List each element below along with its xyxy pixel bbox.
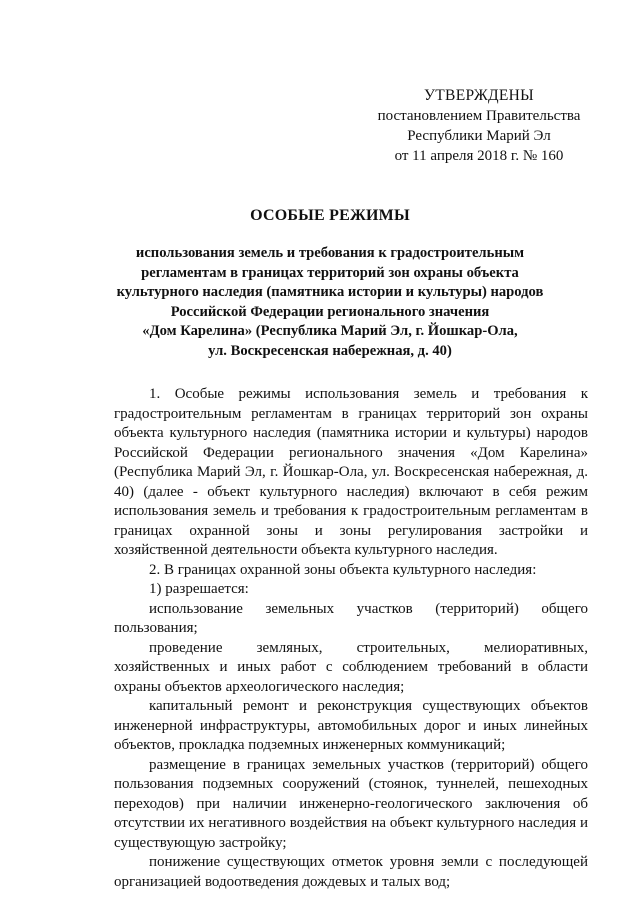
- paragraph-4: использование земельных участков (территорий) общего пользования;: [114, 600, 588, 636]
- subtitle-line-4: Российской Федерации регионального значения: [170, 303, 490, 320]
- subtitle-line-2: регламентам в границах территорий зон охраны объекта: [141, 264, 519, 281]
- subtitle-line-5: «Дом Карелина» (Республика Марий Эл, г. Йошкар-Ола,: [142, 323, 518, 339]
- document-title: ОСОБЫЕ РЕЖИМЫ: [250, 207, 410, 224]
- paragraph-3: 1) разрешается:: [149, 581, 249, 597]
- paragraph-5: проведение земляных, строительных, мелиоративных, хозяйственных и иных работ с соблюдением требований в области охраны объектов археологического наследия;: [114, 639, 588, 695]
- approval-line-2: Республики Марий Эл: [407, 128, 551, 144]
- approval-line-1: постановлением Правительства: [377, 108, 581, 124]
- subtitle-line-1: использования земель и требования к градостроительным: [135, 245, 525, 261]
- paragraph-6: капитальный ремонт и реконструкция существующих объектов инженерной инфраструктуры, автомобильных дорог и иных линейных объектов, прокладка подземных инженерных коммуникаций;: [114, 698, 588, 753]
- paragraph-2: 2. В границах охранной зоны объекта культурного наследия:: [149, 561, 537, 578]
- paragraph-1: 1. Особые режимы использования земель и требования к градостроительным регламентам в границах территорий зон охраны объекта культурного наследия (памятника истории и культуры) народов Российской Федерации регионального значения «Дом Карелина» (Республика Марий Эл, г. Йошкар-Ола, ул. Воскресенская набережная, д. 40) (далее - объект культурного наследия) включают в себя режим использования земель и требования к градостроительным регламентам в границах охранной зоны и зоны регулирования застройки и хозяйственной деятельности объекта культурного наследия.: [114, 386, 588, 558]
- subtitle-line-6: ул. Воскресенская набережная, д. 40): [208, 342, 452, 359]
- approval-heading: УТВЕРЖДЕНЫ: [424, 87, 534, 104]
- paragraph-7: размещение в границах земельных участков (территорий) общего пользования подземных сооружений (стоянок, туннелей, пешеходных переходов) при наличии инженерно-геологического заключения об отсутствии их негативного воздействия на объект культурного наследия и существующую застройку;: [114, 756, 588, 851]
- document-body: [114, 385, 588, 892]
- paragraph-8: понижение существующих отметок уровня земли с последующей организацией водоотведения дождевых и талых вод;: [114, 854, 588, 890]
- approval-line-3: от 11 апреля 2018 г. № 160: [394, 148, 564, 164]
- document-title-block: [70, 207, 590, 361]
- subtitle-line-3: культурного наследия (памятника истории и культуры) народов: [116, 284, 544, 300]
- approval-stamp: [372, 86, 586, 166]
